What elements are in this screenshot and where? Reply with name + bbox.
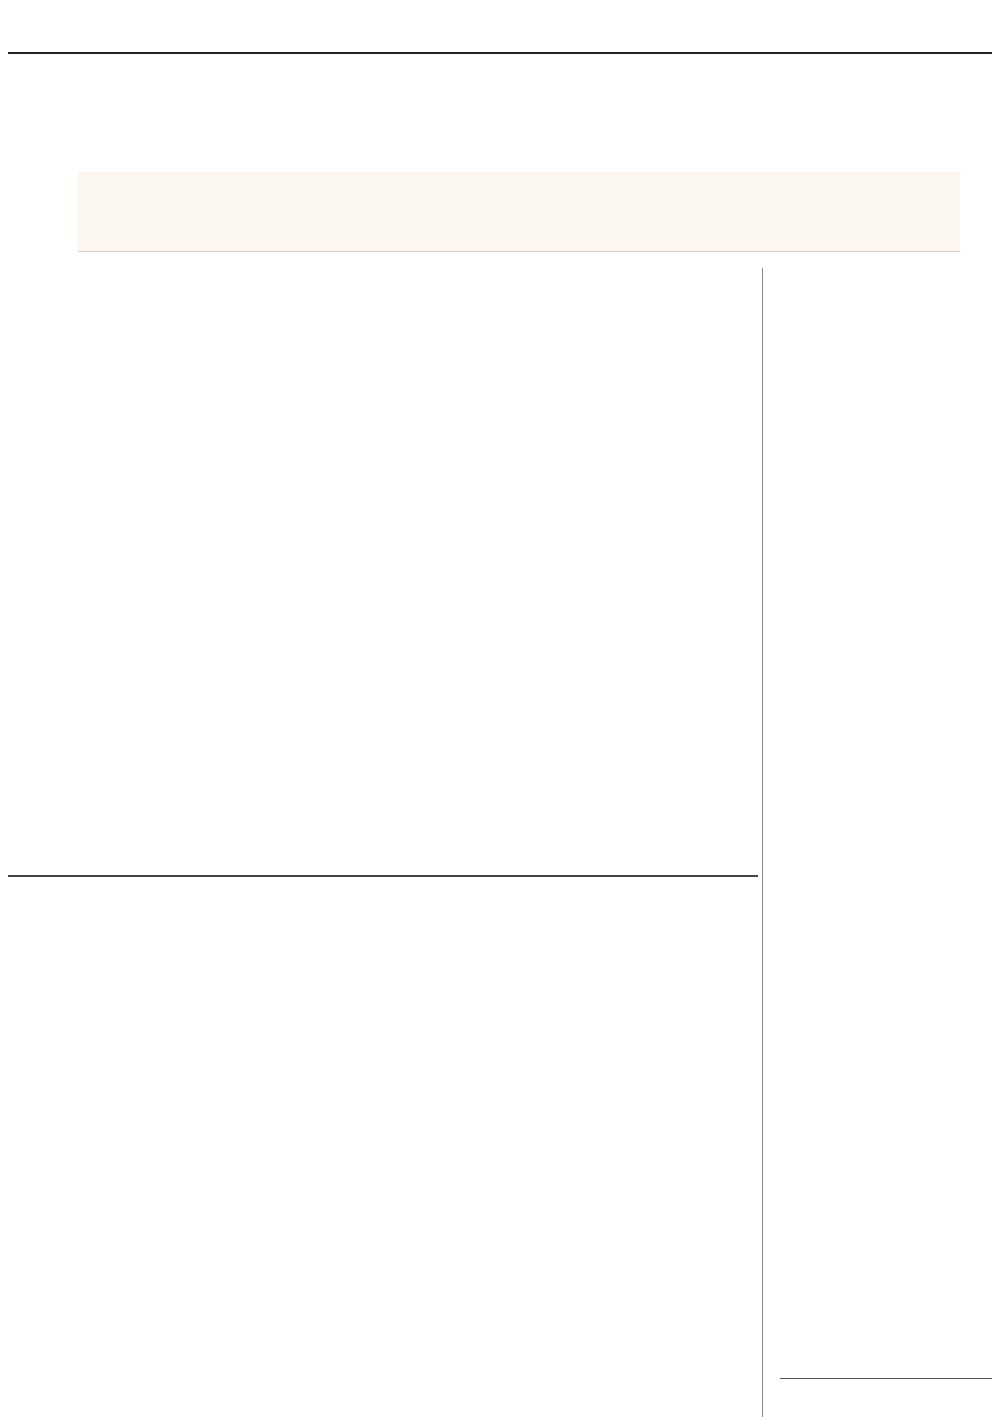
article2-body (10, 880, 755, 1410)
column-divider (762, 268, 763, 1417)
editor-intro (78, 172, 960, 252)
section-divider (8, 875, 758, 877)
masthead (8, 10, 992, 54)
article1-body (10, 346, 755, 866)
page-editors (780, 1378, 992, 1389)
